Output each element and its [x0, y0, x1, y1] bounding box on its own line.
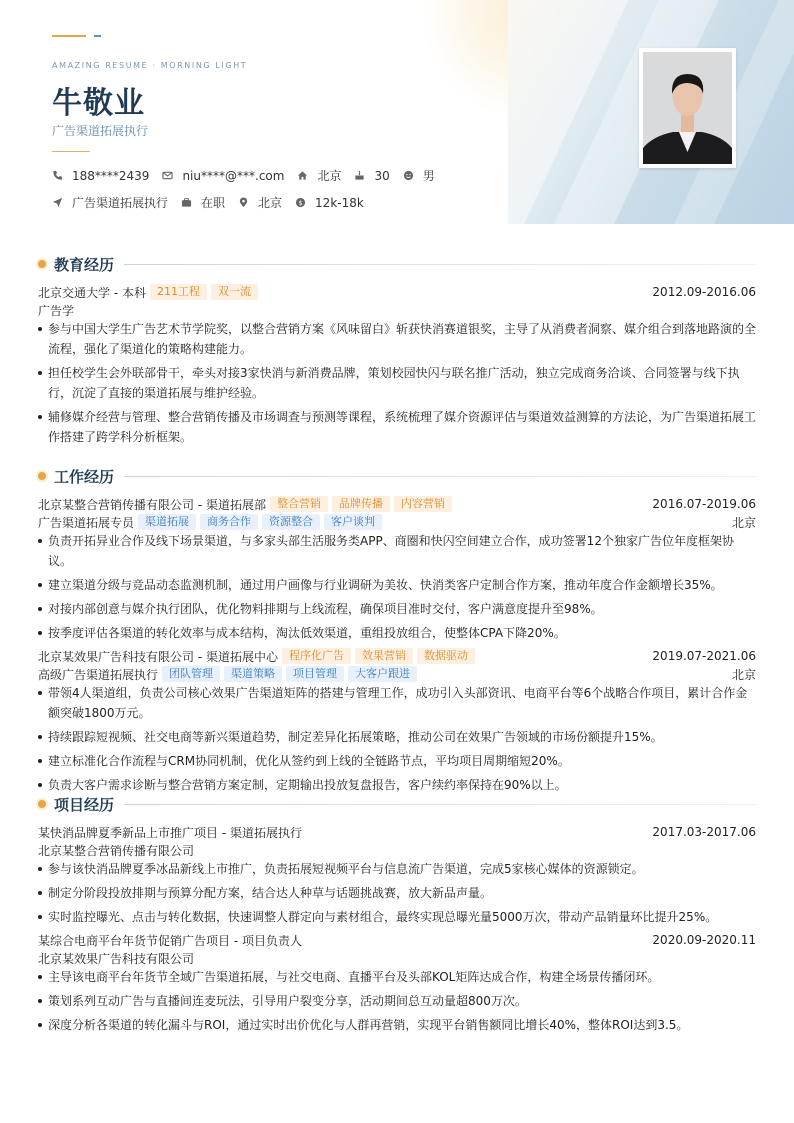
industry-tag: 品牌传播: [332, 496, 390, 512]
phone-item: [52, 169, 149, 183]
project-entry: [38, 823, 756, 927]
work-entry: [38, 647, 756, 795]
section-dot-icon: [38, 472, 46, 480]
project-header: [38, 794, 756, 814]
work-header: [38, 466, 756, 486]
list-item: 对接内部创意与媒介执行团队，优化物料排期与上线流程，确保项目准时交付，客户满意度提升至98%。: [38, 599, 756, 619]
work-section: [38, 466, 756, 799]
school-tag: 双一流: [211, 284, 258, 300]
project-section: [38, 794, 756, 1039]
section-rule: [124, 804, 756, 805]
salary-item: [295, 196, 364, 210]
list-item: 负责开拓异业合作及线下场景渠道，与多家头部生活服务类APP、商圈和快闪空间建立合作，成功签署12个独家广告位年度框架协议。: [38, 531, 756, 571]
work-role-line: [38, 513, 756, 531]
work-company: 北京某效果广告科技有限公司 - 渠道拓展中心: [38, 649, 278, 664]
education-bullets: [38, 319, 756, 447]
education-header: [38, 254, 756, 274]
list-item: 建立渠道分级与竞品动态监测机制，通过用户画像与行业调研为美妆、快消类客户定制合作方案，推动年度合作金额增长35%。: [38, 575, 756, 595]
status-text: 在职: [201, 196, 226, 210]
list-item: 建立标准化合作流程与CRM协同机制，优化从签约到上线的全链路节点，平均项目周期缩短20%。: [38, 751, 756, 771]
target-role-item: [52, 194, 168, 211]
target-city-text: 北京: [258, 196, 283, 210]
skill-tag: 团队管理: [162, 666, 220, 682]
age-text: 30: [374, 168, 390, 183]
work-company-line: [38, 647, 756, 665]
project-company: 北京某效果广告科技有限公司: [38, 951, 195, 966]
home-icon: [297, 170, 308, 181]
school-degree: 北京交通大学 - 本科: [38, 285, 146, 300]
work-bullets: [38, 531, 756, 643]
industry-tag: 内容营销: [394, 496, 452, 512]
contact-row-2: [52, 194, 377, 211]
list-item: 负责大客户需求诊断与整合营销方案定制，定期输出投放复盘报告，客户续约率保持在90%以上。: [38, 775, 756, 795]
section-dot-icon: [38, 260, 46, 268]
education-major-line: [38, 301, 756, 319]
education-period: 2012.09-2016.06: [652, 285, 756, 299]
work-company: 北京某整合营销传播有限公司 - 渠道拓展部: [38, 497, 266, 512]
skill-tag: 项目管理: [286, 666, 344, 682]
skill-tag: 商务合作: [200, 514, 258, 530]
cake-icon: [354, 170, 365, 181]
work-role: 广告渠道拓展专员: [38, 515, 135, 530]
work-title: 工作经历: [54, 467, 115, 486]
face-icon: [403, 170, 414, 181]
education-major: 广告学: [38, 303, 75, 318]
list-item: 主导该电商平台年货节全域广告渠道拓展，与社交电商、直播平台及头部KOL矩阵达成合作，构建全场景传播闭环。: [38, 967, 756, 987]
svg-text:$: $: [298, 198, 303, 207]
project-company-line: [38, 949, 756, 967]
gender-text: 男: [422, 169, 435, 183]
work-bullets: [38, 683, 756, 795]
list-item: 参与该快消品牌夏季冰品新线上市推广，负责拓展短视频平台与信息流广告渠道，完成5家核心媒体的资源锁定。: [38, 859, 756, 879]
work-period: 2016.07-2019.06: [652, 497, 756, 511]
project-period: 2017.03-2017.06: [652, 825, 756, 839]
location-pin-icon: [238, 197, 249, 208]
education-title: 教育经历: [54, 255, 115, 274]
age-item: [354, 169, 389, 183]
project-bullets: [38, 859, 756, 927]
list-item: 持续跟踪短视频、社交电商等新兴渠道趋势，制定差异化拓展策略，推动公司在效果广告领域的市场份额提升15%。: [38, 727, 756, 747]
work-entry: [38, 495, 756, 643]
work-city: 北京: [731, 515, 756, 530]
skill-tag: 客户谈判: [324, 514, 382, 530]
project-title-line: [38, 823, 756, 841]
header-divider: [52, 151, 90, 152]
project-entry: [38, 931, 756, 1035]
project-title-line: [38, 931, 756, 949]
work-period: 2019.07-2021.06: [652, 649, 756, 663]
list-item: 参与中国大学生广告艺术节学院奖，以整合营销方案《风味留白》斩获快消赛道银奖，主导了从消费者洞察、媒介组合到落地路演的全流程，强化了渠道化的策略构建能力。: [38, 319, 756, 359]
project-company: 北京某整合营销传播有限公司: [38, 843, 195, 858]
education-section: [38, 254, 756, 451]
target-role-text: 广告渠道拓展执行: [72, 196, 169, 210]
industry-tag: 程序化广告: [282, 648, 351, 664]
candidate-subtitle: 广告渠道拓展执行: [52, 124, 149, 138]
city-item: [297, 167, 341, 184]
email-text: niu****@***.com: [182, 168, 285, 183]
list-item: 辅修媒介经营与管理、整合营销传播及市场调查与预测等课程，系统梳理了媒介资源评估与渠道效益测算的方法论，为广告渠道拓展工作搭建了跨学科分析框架。: [38, 407, 756, 447]
work-role-line: [38, 665, 756, 683]
candidate-name: 牛敬业: [52, 86, 145, 121]
school-tag: 211工程: [150, 284, 207, 300]
list-item: 担任校学生会外联部骨干，牵头对接3家快消与新消费品牌，策划校园快闪与联名推广活动，独立完成商务洽谈、合同签署与线下执行，沉淀了直接的渠道拓展与维护经验。: [38, 363, 756, 403]
skill-tag: 资源整合: [262, 514, 320, 530]
skill-tag: 渠道策略: [224, 666, 282, 682]
project-period: 2020.09-2020.11: [652, 933, 756, 947]
list-item: 按季度评估各渠道的转化效率与成本结构，淘汰低效渠道，重组投放组合，使整体CPA下降20%。: [38, 623, 756, 643]
work-company-line: [38, 495, 756, 513]
industry-tag: 整合营销: [270, 496, 328, 512]
money-icon: [295, 197, 306, 208]
list-item: 深度分析各渠道的转化漏斗与ROI，通过实时出价优化与人群再营销，实现平台销售额同比增长40%，整体ROI达到3.5。: [38, 1015, 756, 1035]
contact-row-1: [52, 167, 448, 184]
email-item: [162, 169, 284, 183]
industry-tag: 数据驱动: [417, 648, 475, 664]
industry-tag: 效果营销: [355, 648, 413, 664]
section-rule: [124, 264, 756, 265]
city-text: 北京: [317, 169, 342, 183]
target-city-item: [238, 194, 282, 211]
send-icon: [52, 197, 63, 208]
work-role: 高级广告渠道拓展执行: [38, 667, 159, 682]
skill-tag: 渠道拓展: [138, 514, 196, 530]
project-name: 某综合电商平台年货节促销广告项目 - 项目负责人: [38, 933, 302, 948]
project-company-line: [38, 841, 756, 859]
project-bullets: [38, 967, 756, 1035]
briefcase-icon: [181, 197, 192, 208]
portrait-image: [643, 52, 732, 164]
status-item: [181, 194, 225, 211]
work-city: 北京: [731, 667, 756, 682]
section-dot-icon: [38, 800, 46, 808]
list-item: 制定分阶段投放排期与预算分配方案，结合达人种草与话题挑战赛，放大新品声量。: [38, 883, 756, 903]
list-item: 带领4人渠道组，负责公司核心效果广告渠道矩阵的搭建与管理工作，成功引入头部资讯、电商平台等6个战略合作项目，累计合作金额突破1800万元。: [38, 683, 756, 723]
mail-icon: [162, 170, 173, 181]
profile-photo: [639, 48, 736, 168]
skill-tag: 大客户跟进: [348, 666, 417, 682]
header-kicker: AMAZING RESUME · MORNING LIGHT: [52, 61, 248, 70]
list-item: 策划系列互动广告与直播间连麦玩法，引导用户裂变分享，活动期间总互动量超800万次。: [38, 991, 756, 1011]
phone-icon: [52, 170, 63, 181]
phone-text: 188****2439: [72, 168, 150, 183]
project-title: 项目经历: [54, 795, 115, 814]
salary-text: 12k-18k: [315, 195, 364, 210]
section-rule: [124, 476, 756, 477]
project-name: 某快消品牌夏季新品上市推广项目 - 渠道拓展执行: [38, 825, 302, 840]
list-item: 实时监控曝光、点击与转化数据，快速调整人群定向与素材组合，最终实现总曝光量5000万次，带动产品销量环比提升25%。: [38, 907, 756, 927]
gender-item: [403, 167, 435, 184]
education-entry-line: [38, 283, 756, 301]
